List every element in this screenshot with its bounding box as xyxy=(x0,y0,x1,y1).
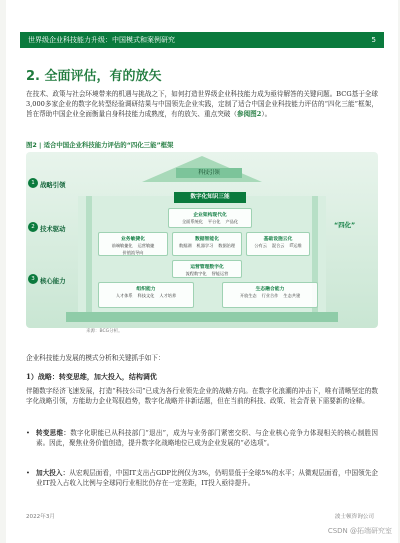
bullet-item-investment xyxy=(26,468,378,488)
figure-source-note: 来源：BCG分析。 xyxy=(86,329,123,334)
box-item: 产品化 xyxy=(225,219,239,224)
layer-1-badge: 1 xyxy=(28,178,38,188)
box-title: 业务敏捷化 xyxy=(121,237,145,242)
box-item: 混合云 xyxy=(271,243,285,248)
layer-2-badge: 2 xyxy=(28,222,38,232)
box-item: 公有云 xyxy=(254,243,267,248)
box-item: 数据治理 xyxy=(218,243,236,248)
framework-box-agility xyxy=(98,232,168,256)
section-number: 2. xyxy=(26,69,40,84)
subheading-strategy: 1）战略：转变思维，加大投入，结构调优 xyxy=(26,372,157,381)
figure-reference-link[interactable]: 参阅图2 xyxy=(237,110,262,118)
center-label: 数字化知识三能 xyxy=(174,192,246,203)
box-item: 机器学习 xyxy=(196,243,214,248)
box-title: 企业架构现代化 xyxy=(193,213,227,218)
box-item: 智能运营 xyxy=(211,271,229,276)
figure-title: 图2 | 适合中国企业科技能力评估的“四化三能”框架 xyxy=(26,141,174,149)
framework-box-org-capability xyxy=(98,282,194,308)
bullet-item-mindset xyxy=(26,428,378,448)
box-title: 生态融合能力 xyxy=(255,287,285,292)
footer-publisher: 波士顿咨询公司 xyxy=(334,514,374,520)
box-item: 前端敏捷化 xyxy=(111,243,133,248)
box-item: 全面系统化 xyxy=(181,219,203,224)
layer-2-label: 技术驱动 xyxy=(40,225,66,233)
box-item: 开放生态 xyxy=(239,293,257,298)
footer-date: 2022年3月 xyxy=(26,514,55,520)
figure-illustration xyxy=(26,152,378,328)
header-title: 世界级企业科技能力升级：中国模式和案例研究 xyxy=(28,36,175,44)
box-title: 基础设施云化 xyxy=(263,237,293,242)
framework-figure xyxy=(26,140,378,336)
box-item: 流程数字化 xyxy=(185,271,207,276)
box-item: 人才体系 xyxy=(115,293,133,298)
box-item: 数据湖 xyxy=(178,243,192,248)
intro-paragraph xyxy=(26,89,378,119)
top-pillar-label: 科技引领 xyxy=(176,168,242,178)
intro-text: 在技术、政策与社会环境带来的机遇与挑战之下，如何打造世界级企业科技能力成为亟待解答的关键问题。BCG基于全球3,000多家企业的数字化转型经验调研结果与中国领先企业实践，定制了适合中国企业科技能力评估的“四化三能”框架，旨在帮助中国企业全面衡量自身科技能力成熟度，有的放矢、重点突破（ xyxy=(26,90,378,118)
layer-1-label: 战略引领 xyxy=(40,181,66,189)
box-item: 行业合作 xyxy=(261,293,279,298)
framework-box-cloud xyxy=(246,232,310,256)
watermark: CSDN @拓端研究室 xyxy=(327,527,392,535)
strategy-paragraph: 伴随数字经济飞速发展，打造“科技公司”已成为各行业领先企业的战略方向。在数字化浪潮的冲击下，唯有清晰坚定的数字化战略引领，方能助力企业驾驭趋势，数字化战略并非新话题，但在当前的科技、政策、社会背景下需要新的诠释。 xyxy=(26,387,378,405)
layer-3-badge: 3 xyxy=(28,274,38,284)
page-header xyxy=(20,32,384,48)
bullet-lead: 转变思维： xyxy=(36,429,71,437)
box-item: 价值流导向 xyxy=(122,250,144,255)
box-item: IT运维 xyxy=(289,243,302,248)
box-item: 科技文化 xyxy=(137,293,155,298)
box-title: 数据智能化 xyxy=(195,237,219,242)
page-number: 5 xyxy=(371,36,376,44)
box-title: 运营管理数字化 xyxy=(190,265,224,270)
intro-tail: ）。 xyxy=(261,110,272,118)
box-item: 人才培养 xyxy=(159,293,177,298)
four-modernizations-label: “四化” xyxy=(334,221,356,229)
section-title xyxy=(26,65,162,84)
lead-sentence: 企业科技能力发展的模式分析和关键抓手如下： xyxy=(26,354,165,362)
document-page xyxy=(6,0,398,543)
layer-3-label: 核心能力 xyxy=(40,277,66,285)
framework-box-ecosystem xyxy=(222,282,318,308)
box-item: 运营敏捷 xyxy=(137,243,155,248)
bullet-text: 从宏观层面看，中国IT支出占GDP比例仅为3%，仍明显低于全球5%的水平；从微观层面看，中国领先企业IT投入占收入比例与全球同行业相比仍存在一定差距，IT投入亟待提升。 xyxy=(36,469,378,487)
box-item: 生态共建 xyxy=(283,293,301,298)
section-heading: 全面评估，有的放矢 xyxy=(44,69,162,84)
framework-box-operations xyxy=(172,260,242,278)
box-title: 组织能力 xyxy=(136,287,156,292)
framework-box-architecture xyxy=(168,208,252,228)
bullet-text: 数字化职能已从科技部门“退出”，成为与业务部门紧密交织、与企业核心竞争力体现相关的核心制胜因素。因此，聚焦业务价值创造，提升数字化战略地位已成为企业发展的“必选项”。 xyxy=(36,429,378,447)
framework-box-data xyxy=(172,232,242,256)
bullet-lead: 加大投入： xyxy=(36,469,70,477)
box-item: 平台化 xyxy=(207,219,221,224)
